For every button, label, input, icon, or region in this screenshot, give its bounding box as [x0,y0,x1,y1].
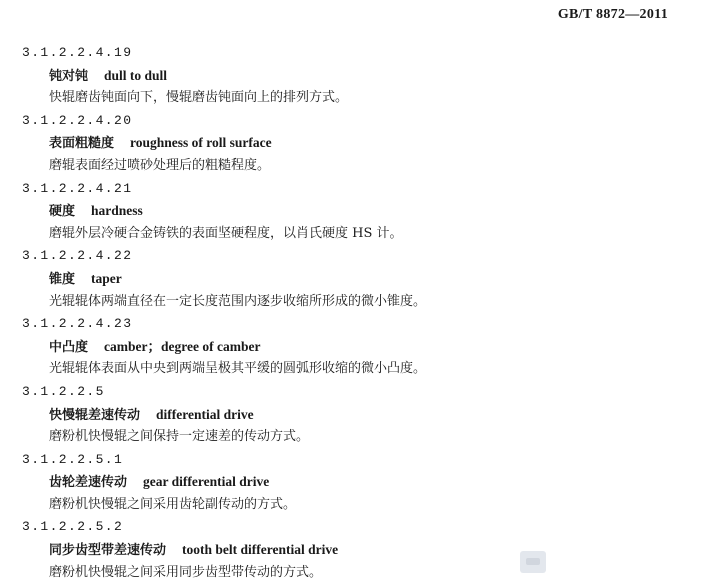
entry-number: 3.1.2.2.5.1 [22,451,124,467]
term-entry [22,245,682,313]
term-definition: 光辊辊体表面从中央到两端呈极其平缓的圆弧形收缩的微小凸度。 [49,361,427,377]
term-line [22,471,682,494]
term-entry [22,381,682,449]
entry-number: 3.1.2.2.4.19 [22,45,133,60]
term-english: differential drive [156,406,254,422]
term-chinese: 表面粗糙度 [49,136,115,152]
term-english: dull to dull [104,67,168,83]
term-english: roughness of roll surface [130,135,272,151]
term-definition: 快辊磨齿钝面向下，慢辊磨齿钝面向上的排列方式。 [49,90,349,106]
term-line [22,65,682,88]
term-chinese: 锥度 [49,271,76,287]
entry-number: 3.1.2.2.4.22 [22,248,133,264]
term-definition: 磨粉机快慢辊之间采用齿轮副传动的方式。 [49,496,297,512]
term-entry [22,516,682,584]
term-chinese: 中凸度 [49,339,89,355]
entry-number: 3.1.2.2.5 [22,383,105,399]
term-line [22,268,682,291]
term-chinese: 快慢辊差速传动 [49,407,141,423]
entry-number: 3.1.2.2.4.21 [22,180,133,196]
term-english: hardness [91,203,143,219]
entry-number: 3.1.2.2.4.23 [22,316,133,332]
term-line [22,336,682,359]
term-line [22,132,682,155]
term-definition: 磨辊外层冷硬合金铸铁的表面坚硬程度，以肖氏硬度 HS 计。 [49,225,403,241]
term-entry [22,449,682,517]
entry-number: 3.1.2.2.5.2 [22,519,124,535]
term-entries [22,42,682,584]
term-line [22,539,682,562]
term-english: taper [91,270,122,286]
term-chinese: 钝对钝 [49,68,89,84]
term-definition: 光辊辊体两端直径在一定长度范围内逐步收缩所形成的微小锥度。 [49,293,427,309]
term-chinese: 硬度 [49,204,76,220]
term-line [22,404,682,427]
term-entry [22,110,682,178]
term-english: tooth belt differential drive [182,542,339,558]
entry-number: 3.1.2.2.4.20 [22,112,133,128]
term-definition: 磨辊表面经过喷砂处理后的粗糙程度。 [49,157,271,173]
term-entry [22,178,682,246]
term-entry [22,313,682,381]
term-chinese: 齿轮差速传动 [49,475,128,491]
term-entry [22,42,682,110]
term-english: gear differential drive [143,474,270,490]
scan-watermark-mark [520,551,546,573]
term-chinese: 同步齿型带差速传动 [49,543,167,559]
term-english: camber；degree of camber [104,338,261,354]
standard-code: GB/T 8872—2011 [557,7,668,22]
term-definition: 磨粉机快慢辊之间保持一定速差的传动方式。 [49,429,310,445]
term-line [22,200,682,223]
term-definition: 磨粉机快慢辊之间采用同步齿型带传动的方式。 [49,564,323,580]
